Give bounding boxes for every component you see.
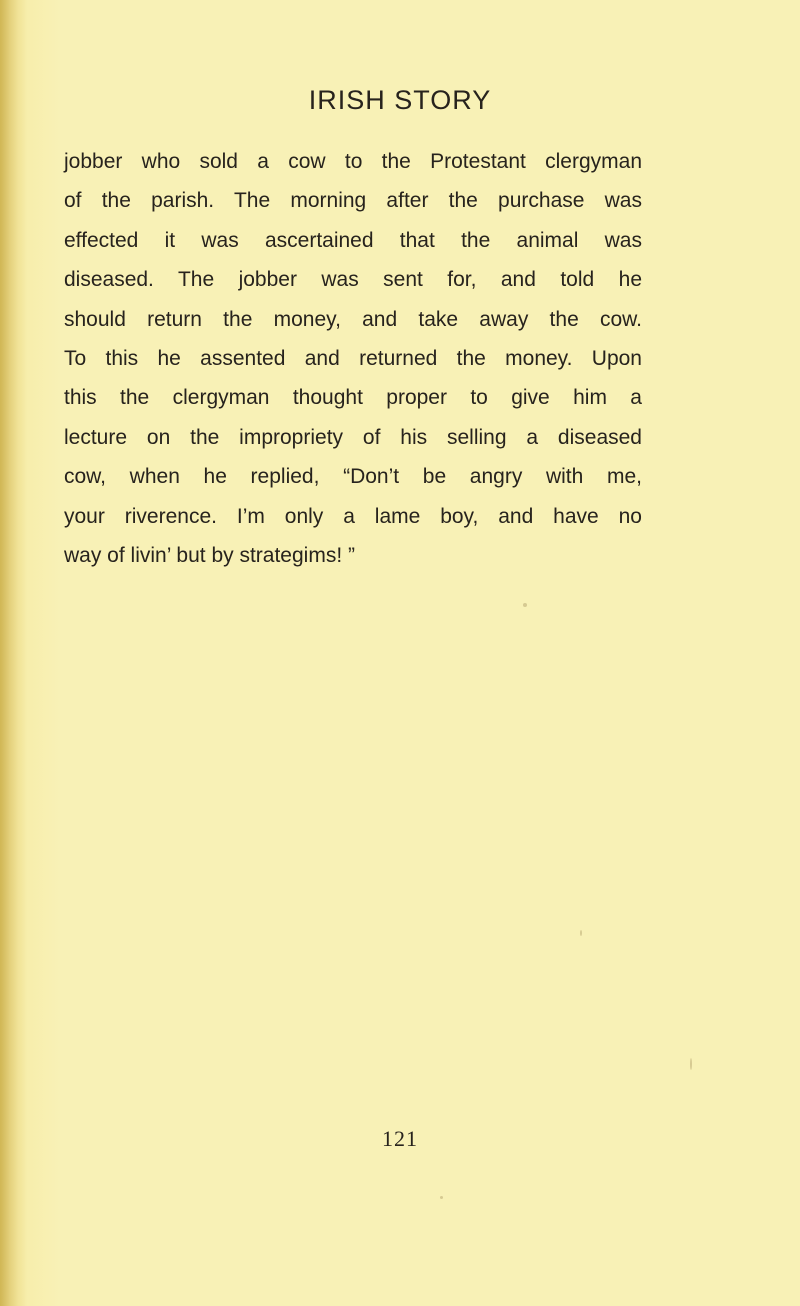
paper-speck bbox=[690, 1058, 692, 1070]
paper-speck bbox=[580, 930, 582, 936]
spine-shadow bbox=[0, 0, 26, 1306]
paper-speck bbox=[440, 1196, 443, 1199]
text-line: cow, when he replied, “Don’t be angry with me, bbox=[64, 465, 642, 489]
text-line: To this he assented and returned the money. Upon bbox=[64, 347, 642, 371]
text-line: diseased. The jobber was sent for, and told he bbox=[64, 268, 642, 292]
text-line: should return the money, and take away the cow. bbox=[64, 307, 642, 331]
body-text bbox=[64, 142, 642, 575]
text-line: effected it was ascertained that the animal was bbox=[64, 228, 642, 252]
text-line: your riverence. I’m only a lame boy, and have no bbox=[64, 504, 642, 528]
paper-speck bbox=[523, 603, 527, 607]
page-number: 121 bbox=[382, 1126, 418, 1151]
text-line: this the clergyman thought proper to give him a bbox=[64, 386, 642, 410]
text-line: lecture on the impropriety of his selling a diseased bbox=[64, 425, 642, 449]
text-line: jobber who sold a cow to the Protestant clergyman bbox=[64, 150, 642, 173]
text-line: of the parish. The morning after the purchase was bbox=[64, 189, 642, 213]
running-head: IRISH STORY bbox=[308, 85, 492, 115]
text-line: way of livin’ but by strategims! ” bbox=[64, 544, 355, 568]
